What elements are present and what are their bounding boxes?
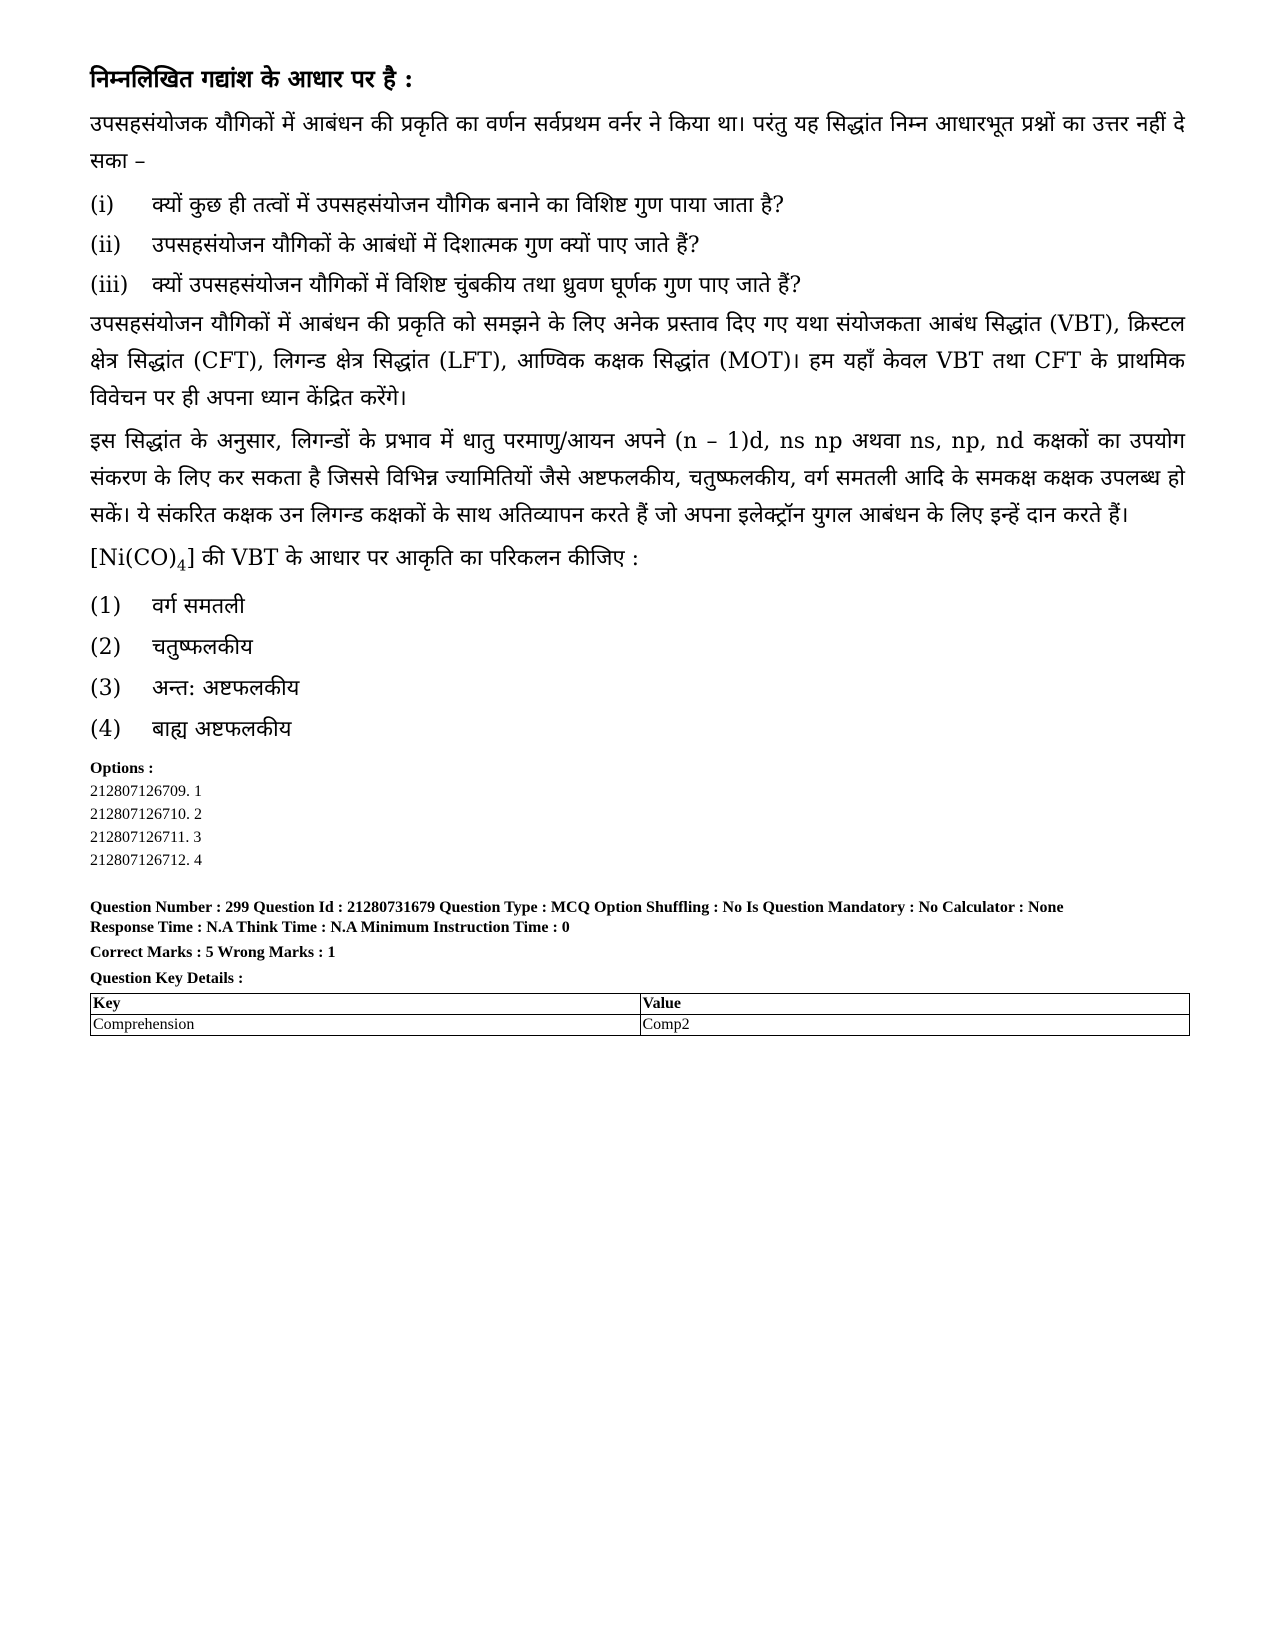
question-text: क्यों कुछ ही तत्वों में उपसहसंयोजन यौगिक बनाने का विशिष्ट गुण पाया जाता है? (152, 193, 785, 218)
list-item (90, 709, 1185, 750)
options-id-list (90, 780, 1185, 872)
question-text: क्यों उपसहसंयोजन यौगिकों में विशिष्ट चुंबकीय तथा ध्रुवण घूर्णक गुण पाए जाते हैं? (152, 273, 802, 298)
list-item (90, 186, 1185, 226)
key-details-table (90, 993, 1190, 1036)
option-text: वर्ग समतली (152, 594, 245, 620)
option-text: अन्त: अष्टफलकीय (152, 676, 300, 702)
question-number: (iii) (90, 273, 129, 298)
question-stem (90, 540, 1185, 584)
option-text: चतुष्फलकीय (152, 635, 253, 661)
list-item (90, 627, 1185, 668)
table-header-cell: Key (91, 994, 641, 1015)
question-stem-text: ] की VBT के आधार पर आकृति का परिकलन कीजिए : (186, 546, 640, 571)
formula-subscript: 4 (176, 556, 187, 575)
question-info (90, 898, 1185, 938)
marks-line: Correct Marks : 5 Wrong Marks : 1 (90, 944, 336, 962)
list-item (90, 266, 1185, 306)
question-text: उपसहसंयोजन यौगिकों के आबंधों में दिशात्मक गुण क्यों पाए जाते हैं? (152, 233, 700, 258)
list-item (90, 226, 1185, 266)
list-item (90, 586, 1185, 627)
passage-heading: निम्नलिखित गद्यांश के आधार पर है : (90, 64, 414, 93)
option-id-item: 212807126711. 3 (90, 829, 202, 847)
passage-question-list (90, 186, 1185, 306)
option-id-item: 212807126709. 1 (90, 783, 202, 801)
option-number: (3) (90, 676, 122, 702)
passage-paragraph-2: उपसहसंयोजन यौगिकों में आबंधन की प्रकृति को समझने के लिए अनेक प्रस्ताव दिए गए यथा संयोजकता आबंध सिद्धांत (VBT), क्रिस्टल क्षेत्र सिद्धांत (CFT), लिगन्ड क्षेत्र सिद्धांत (LFT), आण्विक कक्षक सिद्धांत (MOT)। हम यहाँ केवल VBT तथा CFT के प्राथमिक विवेचन पर ही अपना ध्यान केंद्रित करेंगे। (90, 312, 1185, 411)
question-info-line-2: Response Time : N.A Think Time : N.A Minimum Instruction Time : 0 (90, 919, 570, 937)
option-id-item: 212807126710. 2 (90, 806, 202, 824)
option-number: (1) (90, 594, 122, 620)
option-text: बाह्य अष्टफलकीय (152, 717, 292, 743)
table-cell: Comp2 (640, 1015, 1190, 1036)
table-cell: Comprehension (91, 1015, 641, 1036)
list-item (90, 668, 1185, 709)
formula-prefix: [Ni(CO) (90, 546, 177, 571)
table-header-cell: Value (640, 994, 1190, 1015)
table-row (91, 1015, 1190, 1036)
question-info-line-1: Question Number : 299 Question Id : 21280731679 Question Type : MCQ Option Shuffling : No Is Question Mandatory : No Calculator : None (90, 899, 1064, 917)
key-details-title: Question Key Details : (90, 970, 244, 988)
passage-paragraph-3: इस सिद्धांत के अनुसार, लिगन्डों के प्रभाव में धातु परमाणु/आयन अपने (n – 1)d, ns np अथवा ns, np, nd कक्षकों का उपयोग संकरण के लिए कर सकता है जिससे विभिन्न ज्यामितियों जैसे अष्टफलकीय, चतुष्फलकीय, वर्ग समतली आदि के समकक्ष कक्षक उपलब्ध हो सकें। ये संकरित कक्षक उन लिगन्ड कक्षकों के साथ अतिव्यापन करते हैं जो अपना इलेक्ट्रॉन युगल आबंधन के लिए इन्हें दान करते हैं। (90, 429, 1185, 528)
passage-intro: उपसहसंयोजक यौगिकों में आबंधन की प्रकृति का वर्णन सर्वप्रथम वर्नर ने किया था। परंतु यह सिद्धांत निम्न आधारभूत प्रश्नों का उत्तर नहीं दे सका – (90, 112, 1185, 174)
options-title: Options : (90, 760, 154, 778)
question-number: (ii) (90, 233, 122, 258)
question-number: (i) (90, 193, 115, 218)
option-number: (2) (90, 635, 122, 661)
table-header-row (91, 994, 1190, 1015)
option-number: (4) (90, 717, 122, 743)
option-id-item: 212807126712. 4 (90, 852, 202, 870)
answer-option-list (90, 586, 1185, 750)
